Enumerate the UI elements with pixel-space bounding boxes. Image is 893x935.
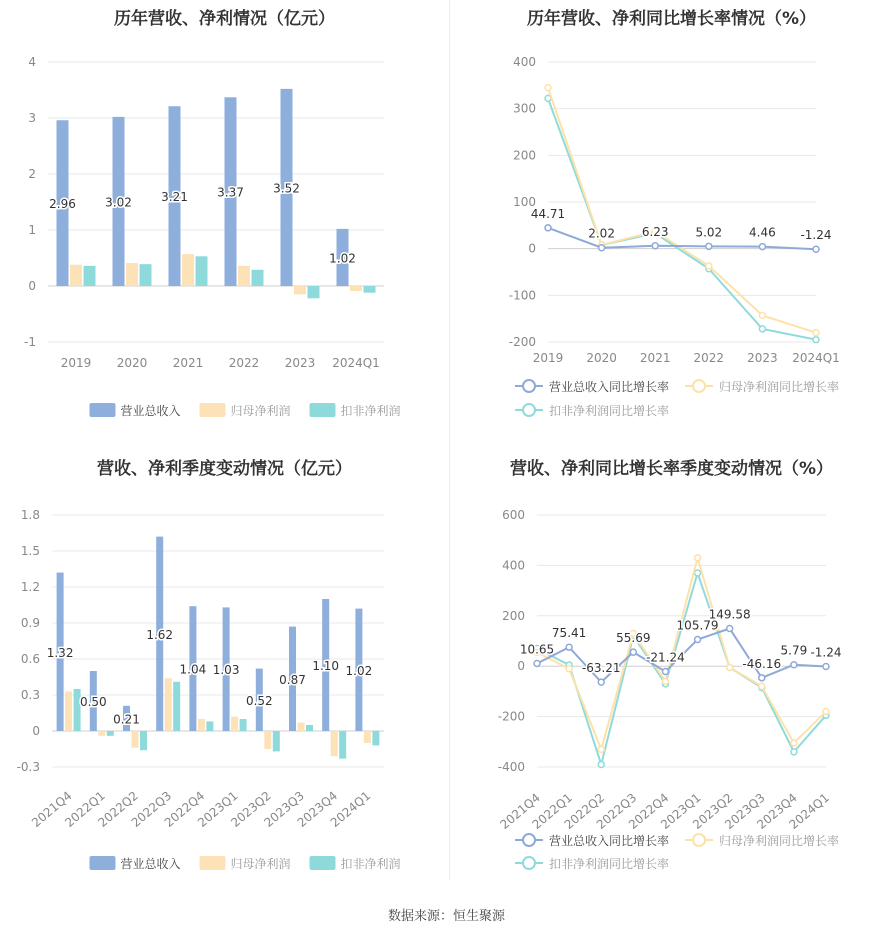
data-point — [791, 662, 797, 668]
x-tick-label: 2022Q3 — [128, 788, 175, 830]
bar-deducted-profit — [196, 256, 208, 286]
data-point — [823, 709, 829, 715]
y-tick-label: 0.3 — [20, 688, 40, 702]
data-label: 55.69 — [616, 631, 651, 646]
y-tick-label: -0.3 — [16, 760, 40, 774]
data-label: 1.03 — [212, 663, 240, 678]
legend-marker — [523, 404, 535, 416]
data-point — [598, 746, 604, 752]
x-tick-label: 2023Q3 — [261, 788, 307, 830]
x-tick-label: 2023Q1 — [195, 788, 241, 830]
y-tick-label: 0 — [517, 659, 525, 674]
bar-net-profit — [98, 731, 105, 736]
data-point — [652, 243, 658, 249]
data-point — [727, 664, 733, 670]
chart-title: 营收、净利季度变动情况（亿元） — [97, 459, 352, 479]
data-label: 105.79 — [676, 618, 719, 633]
data-label: 149.58 — [708, 607, 751, 622]
data-point — [566, 644, 572, 650]
data-label: 3.52 — [273, 181, 300, 196]
legend-marker — [693, 834, 705, 846]
bar-net-profit — [182, 254, 194, 286]
data-label: -63.21 — [581, 661, 621, 676]
data-point — [598, 761, 604, 767]
data-label: 75.41 — [551, 626, 587, 641]
data-label: -21.24 — [646, 650, 685, 665]
y-tick-label: -200 — [497, 709, 525, 724]
x-tick-label: 2022Q2 — [561, 790, 608, 832]
y-tick-label: 400 — [513, 55, 536, 69]
x-tick-label: 2023Q1 — [658, 790, 704, 832]
bar-deducted-profit — [308, 286, 320, 298]
data-label: 0.52 — [245, 693, 273, 708]
y-tick-label: 0 — [28, 279, 36, 293]
data-point — [695, 555, 701, 561]
data-label: 1.32 — [46, 645, 74, 660]
data-point — [545, 85, 551, 91]
data-label: 10.65 — [519, 642, 555, 657]
x-tick-label: 2022Q1 — [62, 788, 108, 830]
data-label: 1.02 — [329, 251, 356, 266]
bar-net-profit — [126, 263, 138, 286]
bar-net-profit — [331, 731, 338, 756]
y-tick-label: 1 — [28, 223, 36, 237]
data-label: 1.02 — [345, 663, 373, 678]
quarterly-values-chart — [0, 450, 449, 890]
y-tick-label: 0.9 — [20, 616, 40, 630]
chart-title: 营收、净利同比增长率季度变动情况（%） — [509, 459, 834, 479]
data-point — [662, 678, 668, 684]
quarterly-values-panel — [0, 450, 449, 890]
annual-values-chart — [0, 0, 449, 440]
bar-deducted-profit — [240, 719, 247, 731]
data-source-label: 数据来源：恒生聚源 — [387, 909, 505, 924]
bar-deducted-profit — [364, 286, 376, 293]
x-tick-label: 2023Q2 — [228, 788, 274, 830]
x-tick-label: 2023 — [284, 356, 316, 370]
y-tick-label: 300 — [513, 101, 536, 116]
data-point — [599, 245, 605, 251]
data-label: 2.96 — [49, 197, 76, 212]
bar-net-profit — [298, 723, 305, 731]
legend-swatch — [90, 403, 116, 417]
data-point — [759, 683, 765, 689]
bar-net-profit — [198, 719, 205, 731]
bar-net-profit — [70, 265, 82, 286]
data-label: 5.02 — [695, 225, 723, 240]
legend-label: 扣非净利润 — [340, 404, 401, 418]
annual-growth-chart — [450, 0, 893, 440]
legend-label: 营业总收入 — [120, 404, 181, 418]
data-label: 3.21 — [161, 190, 188, 205]
data-point — [759, 675, 765, 681]
data-label: 4.46 — [749, 225, 776, 240]
x-tick-label: 2022 — [693, 351, 725, 365]
y-tick-label: 0.6 — [20, 652, 40, 666]
data-point — [791, 749, 797, 755]
data-point — [759, 312, 765, 318]
bar-net-profit — [231, 717, 238, 731]
legend-swatch — [200, 856, 226, 870]
y-tick-label: 2 — [28, 167, 36, 181]
data-label: -1.24 — [800, 228, 832, 243]
y-tick-label: 1.5 — [20, 544, 40, 558]
legend-label: 营业总收入同比增长率 — [549, 380, 670, 394]
y-tick-label: 3 — [28, 111, 36, 125]
y-tick-label: 0 — [528, 241, 536, 256]
data-point — [534, 661, 540, 667]
data-label: 0.50 — [79, 695, 107, 709]
y-tick-label: 400 — [502, 558, 525, 573]
legend-marker — [523, 857, 535, 869]
legend-swatch — [310, 403, 336, 417]
data-point — [545, 225, 551, 231]
y-tick-label: 1.8 — [20, 508, 40, 522]
x-tick-label: 2022Q3 — [593, 790, 640, 832]
bar-deducted-profit — [252, 270, 264, 286]
legend-label: 归母净利润同比增长率 — [719, 834, 840, 848]
data-point — [566, 666, 572, 672]
legend-marker — [693, 380, 705, 392]
x-tick-label: 2020 — [116, 356, 148, 370]
x-tick-label: 2021Q4 — [497, 790, 543, 832]
y-tick-label: 4 — [28, 55, 36, 69]
legend-label: 扣非净利润同比增长率 — [549, 404, 670, 418]
chart-title: 历年营收、净利情况（亿元） — [114, 9, 335, 29]
data-label: 1.04 — [179, 662, 207, 677]
bar-net-profit — [264, 731, 271, 749]
y-tick-label: 600 — [502, 508, 525, 522]
bar-net-profit — [132, 731, 139, 748]
x-tick-label: 2023 — [747, 351, 778, 365]
x-tick-label: 2022Q4 — [625, 790, 672, 832]
x-tick-label: 2021Q4 — [29, 788, 75, 830]
data-label: 3.37 — [217, 185, 244, 200]
data-point — [759, 244, 765, 250]
x-tick-label: 2023Q3 — [722, 790, 768, 832]
data-label: 0.87 — [279, 672, 306, 687]
data-label: 3.02 — [105, 195, 132, 210]
series-line — [548, 98, 816, 339]
data-point — [759, 326, 765, 332]
data-point — [662, 669, 668, 675]
x-tick-label: 2022 — [228, 356, 260, 370]
data-label: 2.02 — [588, 226, 615, 241]
data-point — [813, 337, 819, 343]
chart-title: 历年营收、净利同比增长率情况（%） — [526, 9, 817, 29]
bar-deducted-profit — [372, 731, 379, 745]
data-label: -46.16 — [742, 656, 782, 671]
data-label: -1.24 — [810, 645, 842, 660]
x-tick-label: 2023Q2 — [690, 790, 736, 832]
legend-swatch — [310, 856, 336, 870]
x-tick-label: 2019 — [532, 351, 564, 365]
y-tick-label: 0 — [32, 724, 40, 738]
legend-swatch — [200, 403, 226, 417]
data-point — [813, 330, 819, 336]
x-tick-label: 2022Q4 — [161, 788, 208, 830]
legend-label: 归母净利润同比增长率 — [719, 380, 840, 394]
legend-marker — [523, 380, 535, 392]
bar-net-profit — [364, 731, 371, 743]
legend-marker — [523, 834, 535, 846]
x-tick-label: 2024Q1 — [792, 351, 840, 365]
bar-deducted-profit — [273, 731, 280, 751]
legend-swatch — [90, 856, 116, 870]
x-tick-label: 2024Q1 — [786, 790, 832, 832]
data-point — [598, 679, 604, 685]
data-point — [695, 637, 701, 643]
legend-label: 扣非净利润同比增长率 — [549, 857, 670, 871]
legend-label: 归母净利润 — [230, 857, 291, 871]
bar-net-profit — [294, 286, 306, 294]
data-point — [706, 263, 712, 269]
bar-net-profit — [165, 678, 172, 731]
y-tick-label: -200 — [508, 335, 536, 349]
data-point — [695, 570, 701, 576]
y-tick-label: 200 — [502, 608, 525, 623]
y-tick-label: 200 — [513, 148, 536, 163]
bar-deducted-profit — [339, 731, 346, 759]
data-point — [630, 649, 636, 655]
data-label: 5.79 — [780, 643, 808, 658]
data-label: 6.23 — [641, 224, 669, 239]
bar-deducted-profit — [84, 266, 96, 286]
bar-deducted-profit — [206, 721, 213, 731]
legend-label: 营业总收入 — [120, 857, 181, 871]
legend-label: 扣非净利润 — [340, 857, 401, 871]
bar-deducted-profit — [140, 731, 147, 750]
data-point — [706, 243, 712, 249]
legend-label: 归母净利润 — [230, 404, 291, 418]
annual-values-panel — [0, 0, 449, 440]
data-label: 1.62 — [146, 627, 174, 642]
data-point — [727, 626, 733, 632]
legend-label: 营业总收入同比增长率 — [549, 834, 670, 848]
bar-net-profit — [350, 286, 362, 291]
data-point — [823, 664, 829, 670]
x-tick-label: 2023Q4 — [294, 788, 341, 830]
x-tick-label: 2024Q1 — [332, 356, 380, 370]
data-point — [791, 740, 797, 746]
y-tick-label: -100 — [508, 288, 536, 303]
data-label: 0.21 — [113, 712, 140, 727]
x-tick-label: 2019 — [60, 356, 92, 370]
bar-deducted-profit — [173, 682, 180, 731]
x-tick-label: 2020 — [586, 351, 617, 365]
y-tick-label: -400 — [497, 760, 525, 774]
quarterly-growth-panel — [450, 450, 893, 890]
bar-net-profit — [238, 266, 250, 286]
y-tick-label: 1.2 — [20, 580, 40, 594]
quarterly-growth-chart — [450, 450, 893, 890]
bar-deducted-profit — [306, 725, 313, 731]
x-tick-label: 2023Q4 — [754, 790, 800, 832]
annual-growth-panel — [450, 0, 893, 440]
bar-net-profit — [65, 691, 72, 731]
data-label: 44.71 — [530, 206, 566, 221]
x-tick-label: 2022Q2 — [95, 788, 141, 830]
y-tick-label: 100 — [513, 195, 536, 209]
data-point — [813, 246, 819, 252]
bar-deducted-profit — [140, 264, 152, 286]
x-tick-label: 2021 — [639, 351, 671, 365]
data-label: 1.10 — [312, 659, 340, 673]
x-tick-label: 2021 — [172, 356, 204, 370]
x-tick-label: 2022Q1 — [529, 790, 576, 832]
y-tick-label: -1 — [24, 335, 36, 349]
bar-deducted-profit — [107, 731, 114, 736]
x-tick-label: 2024Q1 — [327, 788, 374, 830]
